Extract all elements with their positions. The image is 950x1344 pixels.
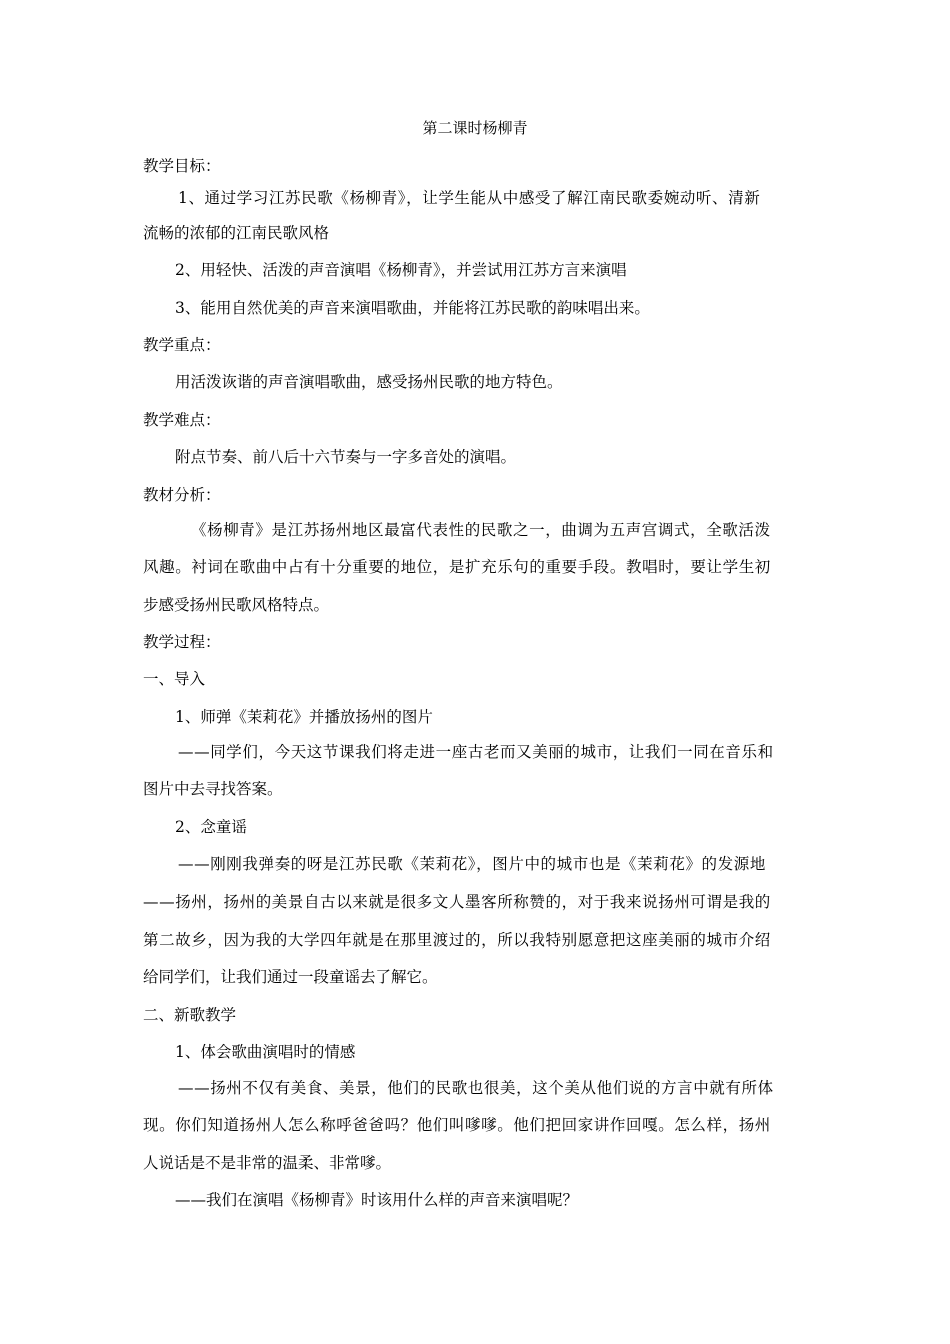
paragraph-line: 《杨柳青》是江苏扬州地区最富代表性的民歌之一，曲调为五声宫调式，全歌活泼 xyxy=(191,521,771,539)
paragraph-line: 给同学们，让我们通过一段童谣去了解它。 xyxy=(143,968,438,986)
paragraph-line: ——我们在演唱《杨柳青》时该用什么样的声音来演唱呢？ xyxy=(175,1191,579,1209)
paragraph-line: 1、体会歌曲演唱时的情感 xyxy=(175,1043,356,1061)
section-heading-difficulties: 教学难点： xyxy=(143,411,221,429)
paragraph-line: ——刚刚我弹奏的呀是江苏民歌《茉莉花》，图片中的城市也是《茉莉花》的发源地 xyxy=(178,855,766,873)
paragraph-line: ——同学们，今天这节课我们将走进一座古老而又美丽的城市，让我们一同在音乐和 xyxy=(178,743,774,761)
paragraph-line: 流畅的浓郁的江南民歌风格 xyxy=(143,224,330,242)
section-heading-objectives: 教学目标： xyxy=(143,157,221,175)
paragraph-line: 第二故乡，因为我的大学四年就是在那里渡过的，所以我特别愿意把这座美丽的城市介绍 xyxy=(143,931,771,949)
section-heading-key-points: 教学重点： xyxy=(143,336,221,354)
paragraph-line: 2、念童谣 xyxy=(175,818,247,836)
section-heading-analysis: 教材分析： xyxy=(143,486,221,504)
paragraph-line: 1、师弹《茉莉花》并播放扬州的图片 xyxy=(175,708,433,726)
paragraph-line: 用活泼诙谐的声音演唱歌曲，感受扬州民歌的地方特色。 xyxy=(175,373,563,391)
section-heading-process: 教学过程： xyxy=(143,633,221,651)
paragraph-line: 图片中去寻找答案。 xyxy=(143,780,283,798)
subsection-heading: 二、新歌教学 xyxy=(143,1006,237,1024)
paragraph-line: ——扬州，扬州的美景自古以来就是很多文人墨客所称赞的，对于我来说扬州可谓是我的 xyxy=(143,893,771,911)
paragraph-line: 附点节奏、前八后十六节奏与一字多音处的演唱。 xyxy=(175,448,517,466)
paragraph-line: 1、通过学习江苏民歌《杨柳青》，让学生能从中感受了解江南民歌委婉动听、清新 xyxy=(178,189,761,207)
paragraph-line: ——扬州不仅有美食、美景，他们的民歌也很美，这个美从他们说的方言中就有所体 xyxy=(178,1079,774,1097)
paragraph-line: 2、用轻快、活泼的声音演唱《杨柳青》，并尝试用江苏方言来演唱 xyxy=(175,261,627,279)
paragraph-line: 风趣。衬词在歌曲中占有十分重要的地位，是扩充乐句的重要手段。教唱时，要让学生初 xyxy=(143,558,771,576)
paragraph-line: 3、能用自然优美的声音来演唱歌曲，并能将江苏民歌的韵味唱出来。 xyxy=(175,299,650,317)
paragraph-line: 现。你们知道扬州人怎么称呼爸爸吗？他们叫嗲嗲。他们把回家讲作回嘎。怎么样，扬州 xyxy=(143,1116,771,1134)
subsection-heading: 一、导入 xyxy=(143,670,206,688)
paragraph-line: 人说话是不是非常的温柔、非常嗲。 xyxy=(143,1154,392,1172)
paragraph-line: 步感受扬州民歌风格特点。 xyxy=(143,596,330,614)
document-title: 第二课时杨柳青 xyxy=(422,119,528,137)
